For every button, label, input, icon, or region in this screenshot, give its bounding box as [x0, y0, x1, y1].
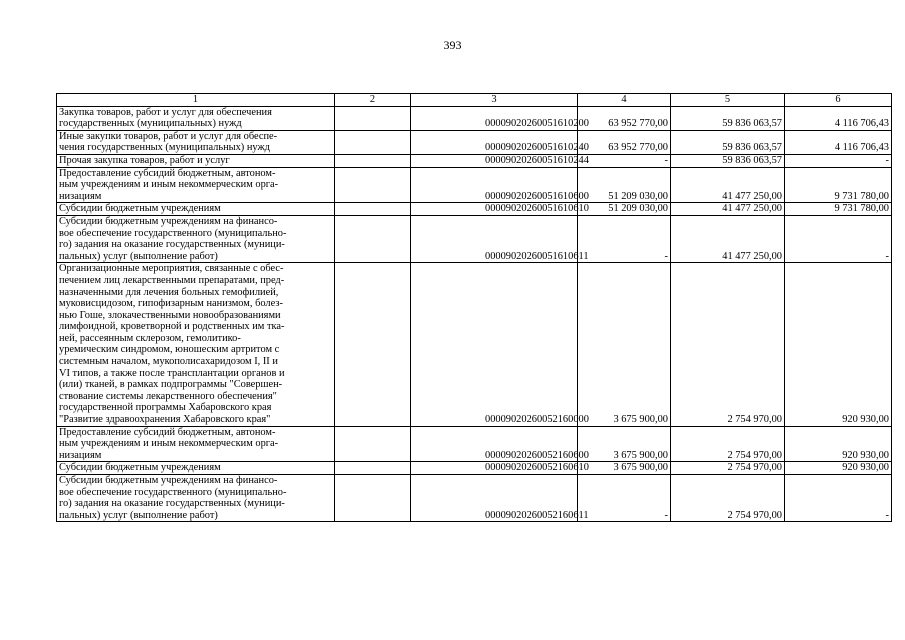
row-unexecuted-amount: 4 116 706,43	[785, 106, 892, 130]
table-row	[57, 203, 892, 216]
row-code: 00009020260051610610	[411, 203, 578, 216]
description-line: ным учреждениям и иным некоммерческим орга-	[59, 438, 279, 450]
row-approved-amount: 63 952 770,00	[578, 130, 671, 154]
budget-table	[56, 93, 892, 522]
description-line: уремическим синдромом, юношеским артритом с	[59, 344, 280, 356]
row-executed-amount: 59 836 063,57	[671, 130, 785, 154]
row-description	[57, 167, 335, 203]
row-code: 00009020260052160000	[411, 263, 578, 426]
row-description	[57, 130, 335, 154]
column-header-4: 4	[578, 94, 671, 107]
description-line: Субсидии бюджетным учреждениям	[59, 462, 221, 474]
description-line: Организационные мероприятия, связанные с обес-	[59, 263, 284, 275]
column-header-6: 6	[785, 94, 892, 107]
description-line: лимфоидной, кроветворной и родственных им тка-	[59, 321, 285, 333]
row-approved-amount: 3 675 900,00	[578, 462, 671, 475]
row-code: 00009020260051610200	[411, 106, 578, 130]
table-row	[57, 215, 892, 262]
row-description	[57, 215, 335, 262]
description-line: (или) тканей, в рамках подпрограммы "Совершен-	[59, 379, 283, 391]
description-line: Субсидии бюджетным учреждениям на финансо-	[59, 215, 278, 227]
row-column-2	[335, 167, 411, 203]
column-header-2: 2	[335, 94, 411, 107]
row-description	[57, 475, 335, 522]
description-line: VI типов, а также после трансплантации органов и	[59, 367, 285, 379]
row-column-2	[335, 426, 411, 462]
column-header-5: 5	[671, 94, 785, 107]
row-approved-amount: -	[578, 215, 671, 262]
table-row	[57, 106, 892, 130]
description-line: государственной программы Хабаровского края	[59, 402, 272, 414]
row-executed-amount: 2 754 970,00	[671, 263, 785, 426]
row-executed-amount: 41 477 250,00	[671, 167, 785, 203]
description-line: вое обеспечение государственного (муниципально-	[59, 227, 287, 239]
row-unexecuted-amount: -	[785, 154, 892, 167]
row-column-2	[335, 130, 411, 154]
row-executed-amount: 2 754 970,00	[671, 462, 785, 475]
row-unexecuted-amount: 920 930,00	[785, 263, 892, 426]
description-line: вое обеспечение государственного (муниципально-	[59, 486, 287, 498]
description-line: ным учреждениям и иным некоммерческим орга-	[59, 179, 279, 191]
description-line: Предоставление субсидий бюджетным, автоном-	[59, 167, 276, 179]
column-header-3: 3	[411, 94, 578, 107]
description-line: Прочая закупка товаров, работ и услуг	[59, 154, 230, 166]
row-approved-amount: -	[578, 154, 671, 167]
row-column-2	[335, 263, 411, 426]
description-line: ней, рассеянным склерозом, гемолитико-	[59, 332, 241, 344]
row-code: 00009020260052160611	[411, 475, 578, 522]
row-description	[57, 263, 335, 426]
row-unexecuted-amount: 4 116 706,43	[785, 130, 892, 154]
row-executed-amount: 41 477 250,00	[671, 203, 785, 216]
description-line: го) задания на оказание государственных (муници-	[59, 498, 285, 510]
row-column-2	[335, 462, 411, 475]
row-unexecuted-amount: 9 731 780,00	[785, 203, 892, 216]
description-line: государственных (муниципальных) нужд	[59, 118, 242, 130]
description-line: нью Гоше, злокачественными новообразованиями	[59, 309, 281, 321]
description-line: Субсидии бюджетным учреждениям на финансо-	[59, 475, 278, 486]
row-approved-amount: 63 952 770,00	[578, 106, 671, 130]
table-header-row	[57, 94, 892, 107]
row-approved-amount: 3 675 900,00	[578, 263, 671, 426]
row-column-2	[335, 203, 411, 216]
table-row	[57, 462, 892, 475]
column-header-1: 1	[57, 94, 335, 107]
row-column-2	[335, 215, 411, 262]
description-line: муковисцидозом, гипофизарным нанизмом, болез-	[59, 298, 283, 310]
description-line: Закупка товаров, работ и услуг для обеспечения	[59, 106, 272, 118]
row-code: 00009020260051610611	[411, 215, 578, 262]
description-line: печением лиц лекарственными препаратами, пред-	[59, 274, 285, 286]
row-unexecuted-amount: 920 930,00	[785, 462, 892, 475]
row-unexecuted-amount: 920 930,00	[785, 426, 892, 462]
description-line: "Развитие здравоохранения Хабаровского края"	[59, 414, 271, 426]
row-executed-amount: 2 754 970,00	[671, 475, 785, 522]
row-executed-amount: 59 836 063,57	[671, 154, 785, 167]
table-row	[57, 475, 892, 522]
row-unexecuted-amount: 9 731 780,00	[785, 167, 892, 203]
description-line: пальных) услуг (выполнение работ)	[59, 509, 218, 521]
row-approved-amount: 3 675 900,00	[578, 426, 671, 462]
description-line: назначенными для лечения больных гемофилией,	[59, 286, 279, 298]
description-line: низациям	[59, 190, 102, 202]
description-line: пальных) услуг (выполнение работ)	[59, 250, 218, 262]
row-approved-amount: 51 209 030,00	[578, 203, 671, 216]
table-row	[57, 263, 892, 426]
description-line: чения государственных (муниципальных) нужд	[59, 142, 270, 154]
table-row	[57, 130, 892, 154]
row-approved-amount: -	[578, 475, 671, 522]
row-unexecuted-amount: -	[785, 215, 892, 262]
description-line: ствование системы лекарственного обеспечения"	[59, 390, 277, 402]
row-column-2	[335, 154, 411, 167]
row-code: 00009020260051610240	[411, 130, 578, 154]
row-column-2	[335, 475, 411, 522]
row-code: 00009020260051610600	[411, 167, 578, 203]
row-code: 00009020260052160610	[411, 462, 578, 475]
row-description	[57, 154, 335, 167]
description-line: Предоставление субсидий бюджетным, автоном-	[59, 426, 276, 438]
description-line: системным началом, мукополисахаридозом I, II и	[59, 356, 278, 368]
row-executed-amount: 59 836 063,57	[671, 106, 785, 130]
description-line: Иные закупки товаров, работ и услуг для обеспе-	[59, 130, 278, 142]
row-code: 00009020260051610244	[411, 154, 578, 167]
table-row	[57, 426, 892, 462]
table-row	[57, 167, 892, 203]
description-line: низациям	[59, 449, 102, 461]
row-description	[57, 462, 335, 475]
row-executed-amount: 41 477 250,00	[671, 215, 785, 262]
row-description	[57, 426, 335, 462]
row-unexecuted-amount: -	[785, 475, 892, 522]
description-line: Субсидии бюджетным учреждениям	[59, 203, 221, 215]
page-number: 393	[443, 38, 462, 52]
row-column-2	[335, 106, 411, 130]
table-row	[57, 154, 892, 167]
row-approved-amount: 51 209 030,00	[578, 167, 671, 203]
row-description	[57, 203, 335, 216]
description-line: го) задания на оказание государственных (муници-	[59, 239, 285, 251]
row-description	[57, 106, 335, 130]
row-code: 00009020260052160600	[411, 426, 578, 462]
row-executed-amount: 2 754 970,00	[671, 426, 785, 462]
